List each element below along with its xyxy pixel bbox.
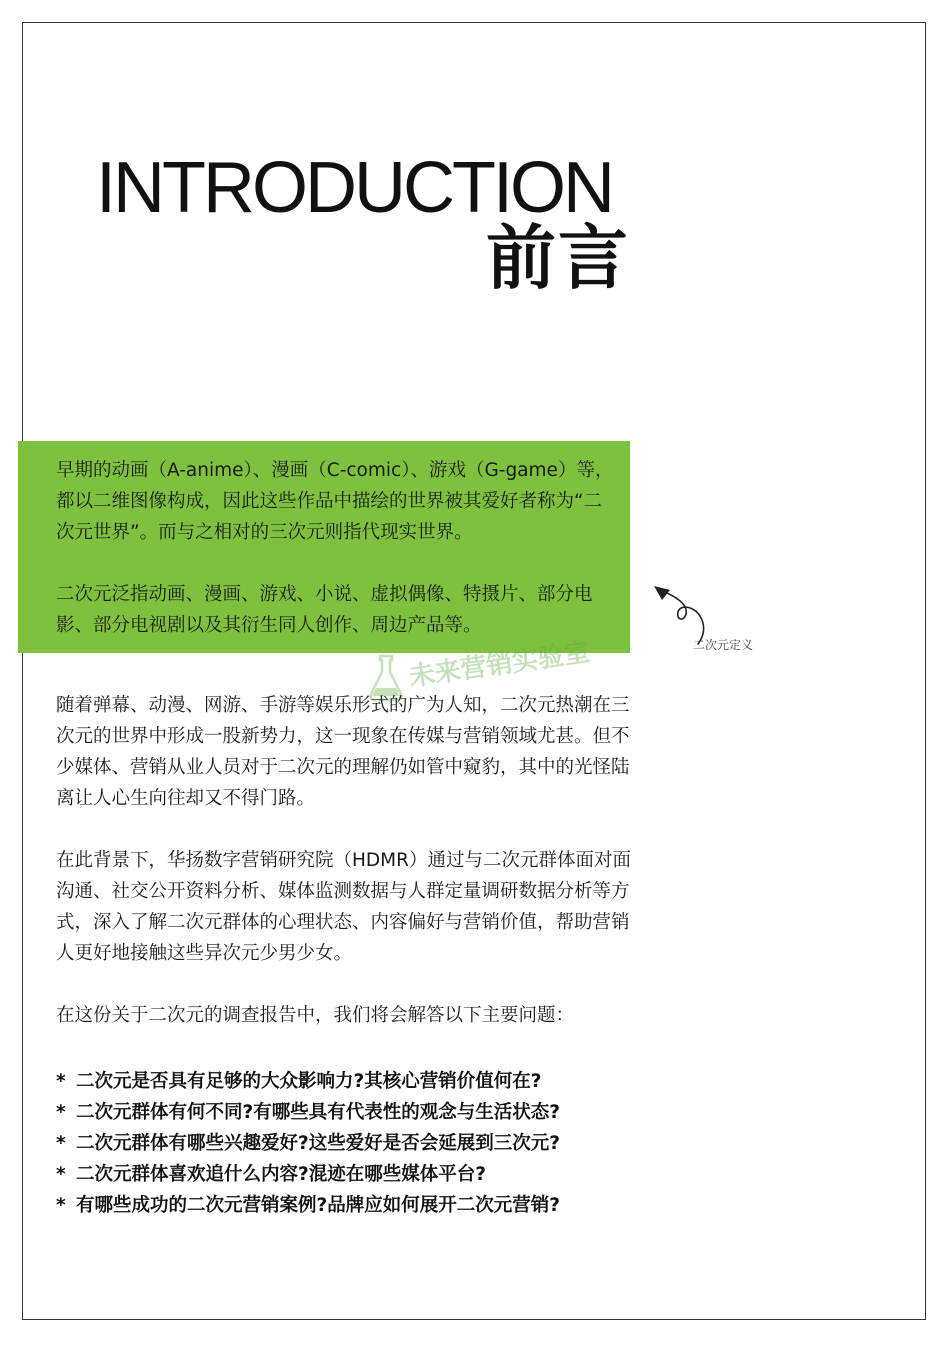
definition-paragraph: 二次元泛指动画、漫画、游戏、小说、虚拟偶像、特摄片、部分电影、部分电视剧以及其衍生同人创作、周边产品等。 [56, 584, 593, 636]
question-text: 二次元群体有哪些兴趣爱好?这些爱好是否会延展到三次元? [76, 1133, 560, 1154]
bullet: * [56, 1164, 66, 1185]
list-item [56, 1128, 656, 1159]
bullet: * [56, 1133, 66, 1154]
question-text: 有哪些成功的二次元营销案例?品牌应如何展开二次元营销? [76, 1195, 560, 1216]
list-item [56, 1066, 656, 1097]
page-title-english: INTRODUCTION [96, 148, 612, 228]
definition-annotation-label: 二次元定义 [693, 638, 754, 652]
bullet: * [56, 1071, 66, 1092]
questions-list [56, 1066, 656, 1221]
list-item [56, 1097, 656, 1128]
body-paragraph: 随着弹幕、动漫、网游、手游等娱乐形式的广为人知，二次元热潮在三次元的世界中形成一股新势力，这一现象在传媒与营销领域尤甚。但不少媒体、营销从业人员对于二次元的理解仍如管中窥豹，其中的光怪陆离让人心生向往却又不得门路。 [56, 695, 630, 809]
list-item [56, 1159, 656, 1190]
body-paragraph: 在这份关于二次元的调查报告中，我们将会解答以下主要问题： [56, 1005, 575, 1026]
bullet: * [56, 1195, 66, 1216]
body-text [56, 690, 636, 1031]
page-title-chinese: 前言 [486, 216, 630, 299]
question-text: 二次元是否具有足够的大众影响力?其核心营销价值何在? [76, 1071, 542, 1092]
bullet: * [56, 1102, 66, 1123]
definition-text [56, 455, 616, 641]
question-text: 二次元群体有何不同?有哪些具有代表性的观念与生活状态? [76, 1102, 560, 1123]
body-paragraph: 在此背景下，华扬数字营销研究院（HDMR）通过与二次元群体面对面沟通、社交公开资料分析、媒体监测数据与人群定量调研数据分析等方式，深入了解二次元群体的心理状态、内容偏好与营销价值，帮助营销人更好地接触这些异次元少男少女。 [56, 850, 631, 964]
question-text: 二次元群体喜欢追什么内容?混迹在哪些媒体平台? [76, 1164, 486, 1185]
definition-paragraph: 早期的动画（A-anime）、漫画（C-comic）、游戏（G-game）等，都以二维图像构成，因此这些作品中描绘的世界被其爱好者称为“二次元世界”。而与之相对的三次元则指代现实世界。 [56, 460, 614, 543]
list-item [56, 1190, 656, 1221]
watermark-text: 未来营销实验室 [407, 637, 592, 693]
